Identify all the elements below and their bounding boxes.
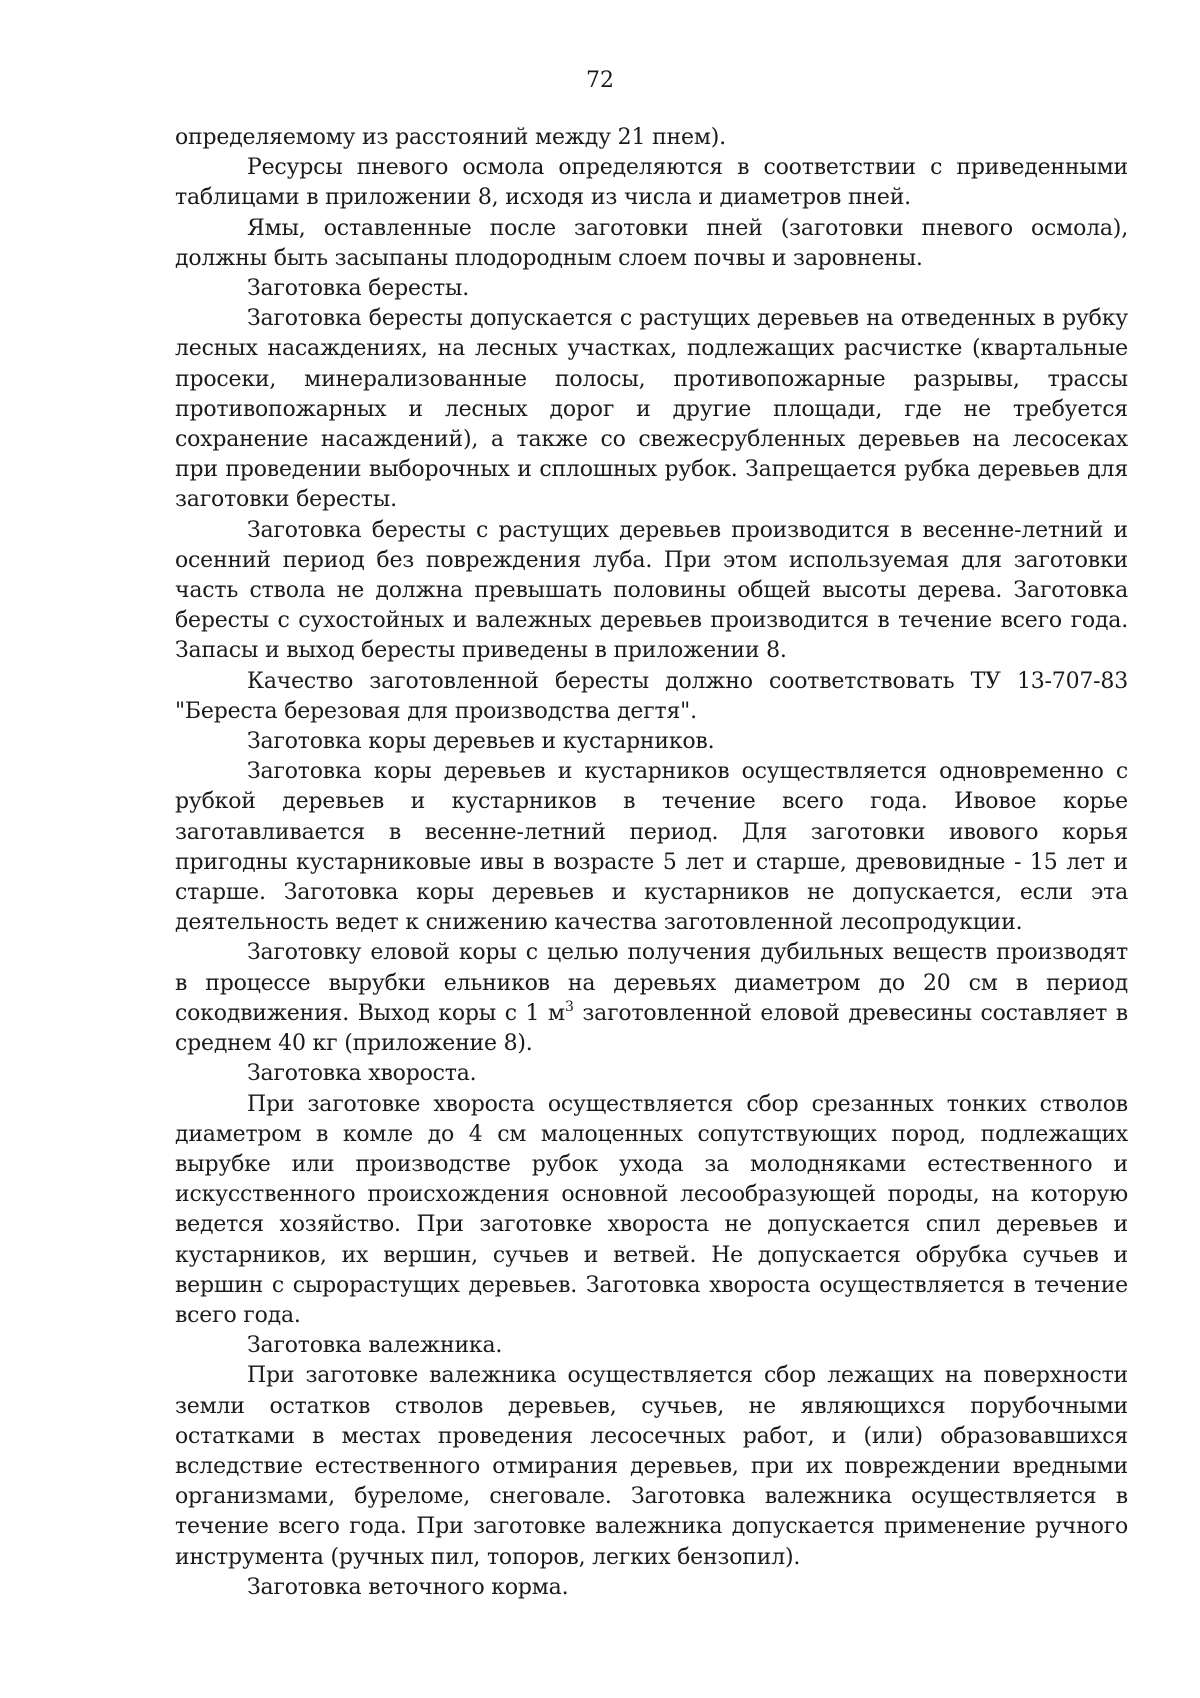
paragraph-birch-bark-allowed: Заготовка бересты допускается с растущих деревьев на отведенных в рубку лесных насаждениях, на лесных участках, подлежащих расчистке (квартальные просеки, минерализованные полосы, противопожарные разрывы, трассы противопожарных и лесных дорог и другие площади, где не требуется сохранение насаждений), а также со свежесрубленных деревьев на лесосеках при проведении выборочных и сплошных рубок. Запрещается рубка деревьев для заготовки бересты. [175,306,1128,513]
paragraph-tree-bark-harvest: Заготовка коры деревьев и кустарников осуществляется одновременно с рубкой деревьев и кустарников в течение всего года. Ивовое корье заготавливается в весенне-летний период. Для заготовки ивового корья пригодны кустарниковые ивы в возрасте 5 лет и старше, древовидные - 15 лет и старше. Заготовка коры деревьев и кустарников не допускается, если эта деятельность ведет к снижению качества заготовленной лесопродукции. [175,759,1128,936]
paragraph-deadwood-harvest: При заготовке валежника осуществляется сбор лежащих на поверхности земли остатков стволов деревьев, сучьев, не являющихся порубочными остатками в местах проведения лесосечных работ, и (или) образовавшихся вследствие естественного отмирания деревьев, при их повреждении вредными организмами, буреломе, снеговале. Заготовка валежника осуществляется в течение всего года. При заготовке валежника допускается применение ручного инструмента (ручных пил, топоров, легких бензопил). [175,1363,1128,1570]
heading-birch-bark: Заготовка бересты. [247,276,470,302]
paragraph-stump-pits: Ямы, оставленные после заготовки пней (заготовки пневого осмола), должны быть засыпаны плодородным слоем почвы и заровнены. [175,215,1128,271]
spruce-bark-text-start: Заготовку еловой коры с целью получения дубильных веществ производят в процессе вырубки ельников на деревьях диаметром до 20 см в период сокодвижения. Выход коры с 1 м [175,940,1128,1026]
paragraph-birch-bark-period: Заготовка бересты с растущих деревьев производится в весенне-летний и осенний период без повреждения луба. При этом используемая для заготовки часть ствола не должна превышать половины общей высоты дерева. Заготовка бересты с сухостойных и валежных деревьев производится в течение всего года. Запасы и выход бересты приведены в приложении 8. [175,517,1128,664]
paragraph-brushwood-harvest: При заготовке хвороста осуществляется сбор срезанных тонких стволов диаметром в комле до 4 см малоценных сопутствующих пород, подлежащих вырубке или производстве рубок ухода за молодняками естественного и искусственного происхождения основной лесообразующей породы, на которую ведется хозяйство. При заготовке хвороста не допускается спил деревьев и кустарников, их вершин, сучьев и ветвей. Не допускается обрубка сучьев и вершин с сырорастущих деревьев. Заготовка хвороста осуществляется в течение всего года. [175,1091,1128,1328]
spruce-bark-text-end: заготовленной еловой древесины составляет в среднем 40 кг (приложение 8). [175,1000,1128,1057]
heading-twig-fodder: Заготовка веточного корма. [247,1574,569,1600]
paragraph-continuation: определяемому из расстояний между 21 пнем). [175,125,726,150]
page-number: 72 [586,68,614,93]
paragraph-birch-bark-quality: Качество заготовленной бересты должно соответствовать ТУ 13-707-83 "Береста березовая для производства дегтя". [175,668,1128,724]
document-body [175,123,1128,1603]
paragraph-stump-resin-resources: Ресурсы пневого осмола определяются в соответствии с приведенными таблицами в приложении 8, исходя из числа и диаметров пней. [175,155,1128,211]
heading-tree-bark: Заготовка коры деревьев и кустарников. [247,729,715,755]
paragraph-spruce-bark [175,938,1128,1059]
cubic-exponent: 3 [564,998,574,1015]
heading-brushwood: Заготовка хвороста. [247,1061,477,1087]
heading-deadwood: Заготовка валежника. [247,1333,503,1359]
